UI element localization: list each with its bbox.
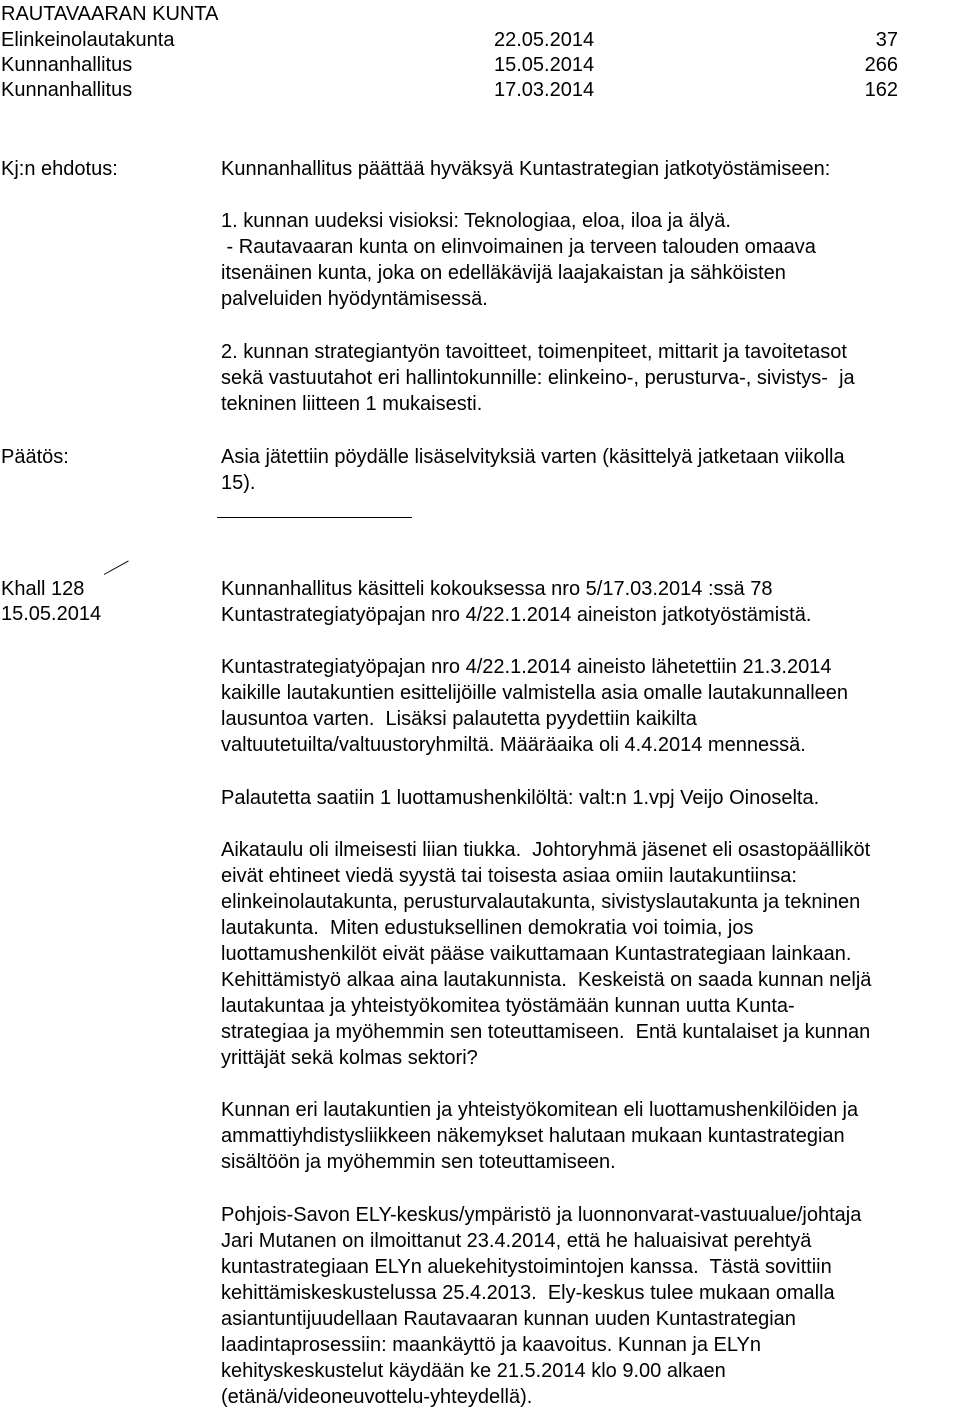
proposal-label: Kj:n ehdotus: (1, 158, 118, 180)
paragraph-line: lautakuntaa ja yhteistyökomitea työstämään kunnan uutta Kunta- (221, 995, 795, 1017)
section-number: 162 (864, 79, 898, 101)
paragraph-line: strategiaa ja myöhemmin sen toteuttamiseen. Entä kuntalaiset ja kunnan (221, 1021, 871, 1043)
paragraph-line: tekninen liitteen 1 mukaisesti. (221, 393, 483, 415)
proposal-item-1 (221, 208, 816, 312)
paragraph-line: elinkeinolautakunta, perusturvalautakunta, sivistyslautakunta ja tekninen (221, 891, 861, 913)
separator-line (217, 517, 412, 518)
khall-paragraph-4 (221, 837, 871, 1071)
paragraph-line: yrittäjät sekä kolmas sektori? (221, 1047, 478, 1069)
paragraph-line: 15). (221, 472, 256, 494)
section-marker-stroke (104, 560, 129, 574)
paragraph-line: Kunnan eri lautakuntien ja yhteistyökomitean eli luottamushenkilöiden ja (221, 1099, 859, 1121)
meeting-body: Elinkeinolautakunta (1, 29, 175, 51)
paragraph-line: kehityskeskustelut käydään ke 21.5.2014 klo 9.00 alkaen (221, 1360, 726, 1382)
paragraph-line: asiantuntijuudellaan Rautavaaran kunnan uuden Kuntastrategian (221, 1308, 796, 1330)
khall-paragraph-1 (221, 576, 811, 628)
meeting-row (0, 77, 960, 103)
paragraph-line: kuntastrategiaan ELYn aluekehitystoimintojen kanssa. Tästä sovittiin (221, 1256, 832, 1278)
proposal-intro: Kunnanhallitus päättää hyväksyä Kuntastrategian jatkotyöstämiseen: (221, 158, 831, 180)
paragraph-line: 2. kunnan strategiantyön tavoitteet, toimenpiteet, mittarit ja tavoitetasot (221, 341, 847, 363)
decision-text (221, 444, 845, 496)
paragraph-line: Jari Mutanen on ilmoittanut 23.4.2014, että he haluaisivat perehtyä (221, 1230, 812, 1252)
paragraph-line: luottamushenkilöt eivät pääse vaikuttamaan Kuntastrategiaan lainkaan. (221, 943, 852, 965)
paragraph-line: Pohjois-Savon ELY-keskus/ympäristö ja luonnonvarat-vastuualue/johtaja (221, 1204, 862, 1226)
paragraph-line: palveluiden hyödyntämisessä. (221, 288, 488, 310)
meeting-row (0, 52, 960, 78)
paragraph-line: Kuntastrategiatyöpajan nro 4/22.1.2014 aineisto lähetettiin 21.3.2014 (221, 656, 832, 678)
khall-paragraph-3 (221, 785, 819, 811)
meeting-date: 15.05.2014 (494, 54, 595, 76)
paragraph-line: eivät ehtineet viedä syystä tai toisesta asiaa omiin lautakuntiinsa: (221, 865, 797, 887)
paragraph-line: kaikille lautakuntien esittelijöille valmistella asia omalle lautakunnalleen (221, 682, 849, 704)
paragraph-line: kehittämiskeskustelussa 25.4.2013. Ely-keskus tulee mukaan omalla (221, 1282, 835, 1304)
meeting-row (0, 27, 960, 53)
paragraph-line: lautakunta. Miten edustuksellinen demokratia voi toimia, jos (221, 917, 754, 939)
paragraph-line: lausuntoa varten. Lisäksi palautetta pyydettiin kaikilta (221, 708, 697, 730)
khall-label: Khall 128 (1, 578, 85, 600)
paragraph-line: ammattiyhdistysliikkeen näkemykset halutaan mukaan kuntastrategian (221, 1125, 845, 1147)
paragraph-line: - Rautavaaran kunta on elinvoimainen ja terveen talouden omaava (221, 236, 816, 258)
paragraph-line: sekä vastuutahot eri hallintokunnille: elinkeino-, perusturva-, sivistys- ja (221, 367, 855, 389)
paragraph-line: Kehittämistyö alkaa aina lautakunnista. Keskeistä on saada kunnan neljä (221, 969, 872, 991)
paragraph-line: sisältöön ja myöhemmin sen toteuttamiseen. (221, 1151, 616, 1173)
paragraph-line: Asia jätettiin pöydälle lisäselvityksiä varten (käsittelyä jatketaan viikolla (221, 446, 845, 468)
decision-label: Päätös: (1, 446, 69, 468)
khall-paragraph-6 (221, 1202, 861, 1410)
paragraph-line: valtuutetuilta/valtuustoryhmiltä. Määräaika oli 4.4.2014 mennessä. (221, 734, 806, 756)
paragraph-line: Kunnanhallitus käsitteli kokouksessa nro 5/17.03.2014 :ssä 78 (221, 578, 773, 600)
paragraph-line: Aikataulu oli ilmeisesti liian tiukka. Johtoryhmä jäsenet eli osastopäälliköt (221, 839, 871, 861)
meeting-date: 17.03.2014 (494, 79, 595, 101)
section-number: 37 (875, 29, 898, 51)
paragraph-line: Palautetta saatiin 1 luottamushenkilöltä: valt:n 1.vpj Veijo Oinoselta. (221, 787, 820, 809)
meeting-body: Kunnanhallitus (1, 79, 133, 101)
paragraph-line: Kuntastrategiatyöpajan nro 4/22.1.2014 aineiston jatkotyöstämistä. (221, 604, 812, 626)
paragraph-line: 1. kunnan uudeksi visioksi: Teknologiaa, eloa, iloa ja älyä. (221, 210, 731, 232)
proposal-item-2 (221, 339, 855, 417)
paragraph-line: (etänä/videoneuvottelu-yhteydellä). (221, 1386, 533, 1408)
khall-paragraph-2 (221, 654, 848, 758)
meeting-body: Kunnanhallitus (1, 54, 133, 76)
paragraph-line: laadintaprosessiin: maankäyttö ja kaavoitus. Kunnan ja ELYn (221, 1334, 761, 1356)
meeting-date: 22.05.2014 (494, 29, 595, 51)
paragraph-line: itsenäinen kunta, joka on edelläkävijä laajakaistan ja sähköisten (221, 262, 786, 284)
khall-date: 15.05.2014 (1, 603, 102, 625)
org-name: RAUTAVAARAN KUNTA (1, 3, 219, 25)
section-number: 266 (864, 54, 898, 76)
khall-paragraph-5 (221, 1097, 858, 1175)
